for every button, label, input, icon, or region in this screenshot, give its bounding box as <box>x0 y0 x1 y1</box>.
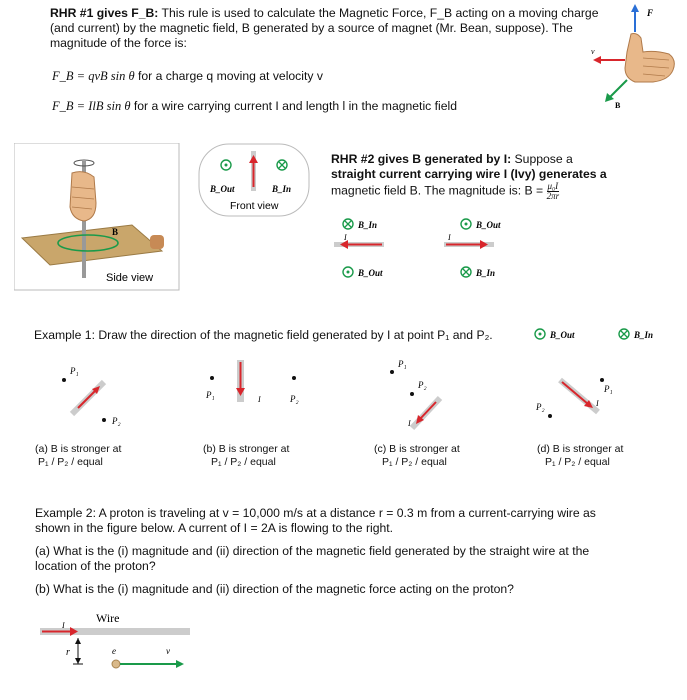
option-c-choices: P₁ / P₂ / equal <box>382 456 447 468</box>
ex2-i-label: I <box>62 621 65 630</box>
c-p2-dot <box>410 392 414 396</box>
rhr2-line3: magnetic field B. The magnitude is: B = <box>331 183 544 198</box>
option-d <box>537 443 623 469</box>
rhr2-bin-cross-2 <box>463 269 469 275</box>
rhr2-wire-diagram <box>330 212 530 287</box>
rhr1-eq1-line <box>52 69 323 84</box>
legend-bin-cross <box>621 331 627 337</box>
b-i-label: I <box>258 395 261 404</box>
example2-qb: (b) What is the (i) magnitude and (ii) direction of the magnetic force acting on the proton? <box>35 582 514 596</box>
rhr2-bin-label-2: B_In <box>476 268 496 278</box>
rhr1-text2: (and current) by the magnetic field, B generated by a source of magnet (Mr. Bean, suppose). The <box>50 21 573 35</box>
rhr2-bout-label-2: B_Out <box>476 220 501 230</box>
option-c <box>374 443 460 469</box>
rhr2-title: RHR #2 gives B generated by I: <box>331 152 512 166</box>
field-arrow <box>609 80 627 98</box>
side-hand <box>70 172 96 221</box>
c-p1-dot <box>390 370 394 374</box>
example2-question-a <box>35 544 675 574</box>
front-view-label: Front view <box>230 200 279 212</box>
option-a <box>35 443 121 469</box>
a-p2-dot <box>102 418 106 422</box>
rhr1-eq1: F_B = qvB sin θ <box>52 69 135 83</box>
rhr1-eq2-desc: for a wire carrying current I and length l in the magnetic field <box>130 99 457 113</box>
rhr2-current-right-head <box>480 240 488 249</box>
d-i-label: I <box>596 399 599 408</box>
rhr2-bout-label-1: B_Out <box>358 268 383 278</box>
side-view-label: Side view <box>106 272 154 284</box>
c-i-label: I <box>408 419 411 428</box>
hand-v-label: v <box>591 47 595 56</box>
legend-bout-dot <box>539 333 542 336</box>
rhr2-line1-rest: Suppose a <box>511 152 573 166</box>
v-label: v <box>166 646 170 656</box>
side-b-label: B <box>112 227 119 237</box>
front-bout-dot <box>225 164 228 167</box>
side-view-box <box>14 143 179 290</box>
hand-b-label: B <box>615 101 621 110</box>
rhr2-i-right: I <box>448 233 451 242</box>
rhr1-eq1-desc: for a charge q moving at velocity v <box>134 69 323 83</box>
rhr2-i-left: I <box>344 233 347 242</box>
d-p1-label: P₁ <box>604 384 613 394</box>
a-p1-label: P₁ <box>70 366 79 376</box>
force-arrowhead <box>631 4 639 12</box>
legend-bin-label: B_In <box>634 330 654 340</box>
wire-label: Wire <box>96 611 120 625</box>
rhr2-figure <box>14 143 324 293</box>
d-p1-dot <box>600 378 604 382</box>
rhr2-fraction-den: 2πr <box>546 191 560 201</box>
a-p2-label: P₂ <box>112 416 121 426</box>
example2-figure <box>38 608 198 698</box>
d-p2-dot <box>548 414 552 418</box>
rhr2-fraction-num: μ₀I <box>547 181 559 191</box>
example1-prompt <box>34 328 493 343</box>
e-label: e <box>112 646 116 656</box>
rhr1-paragraph <box>50 6 620 51</box>
rhr1-hand-figure <box>585 2 685 112</box>
d-current <box>562 382 588 404</box>
option-b-choices: P₁ / P₂ / equal <box>211 456 276 468</box>
option-a-label: (a) B is stronger at <box>35 443 122 455</box>
option-b-label: (b) B is stronger at <box>203 443 290 455</box>
proton <box>112 660 120 668</box>
d-p2-label: P₂ <box>536 402 545 412</box>
example1-diagrams <box>0 350 687 435</box>
example2-intro <box>35 506 675 536</box>
b-p1-label: P₁ <box>206 390 215 400</box>
rhr2-paragraph <box>331 152 631 201</box>
rhr1-title: RHR #1 gives F_B: <box>50 6 159 20</box>
hand-f-label: F <box>647 8 654 18</box>
b-p2-label: P₂ <box>290 394 299 404</box>
option-d-label: (d) B is stronger at <box>537 443 624 455</box>
velocity-arrowhead <box>593 56 601 64</box>
legend-bout-label: B_Out <box>550 330 575 340</box>
rhr2-bin-cross <box>345 221 351 227</box>
example1-legend <box>530 325 680 345</box>
example2-qa2: location of the proton? <box>35 559 156 573</box>
rhr2-bout-dot <box>347 271 350 274</box>
rhr2-bout-dot-2 <box>465 223 468 226</box>
example2-line2: shown in the figure below. A current of I = 2A is flowing to the right. <box>35 521 394 535</box>
front-bout-label: B_Out <box>210 184 235 194</box>
c-current <box>420 402 436 419</box>
c-p2-label: P₂ <box>418 380 427 390</box>
b-p1-dot <box>210 376 214 380</box>
a-current <box>78 390 96 408</box>
a-p1-dot <box>62 378 66 382</box>
option-a-choices: P₁ / P₂ / equal <box>38 456 103 468</box>
example2-line1: Example 2: A proton is traveling at v = 10,000 m/s at a distance r = 0.3 m from a current-carrying wire as <box>35 506 596 520</box>
rhr1-text3: magnitude of the force is: <box>50 36 187 50</box>
r-label: r <box>66 647 70 658</box>
example2-qa1: (a) What is the (i) magnitude and (ii) direction of the magnetic field generated by the straight wire at the <box>35 544 590 558</box>
example2-question-b <box>35 582 675 597</box>
option-c-label: (c) B is stronger at <box>374 443 460 455</box>
rhr1-eq2-line <box>52 99 457 114</box>
front-bin-label: B_In <box>272 184 292 194</box>
rhr1-eq2: F_B = IlB sin θ <box>52 99 131 113</box>
rhr2-fraction <box>547 182 560 201</box>
example1-prompt-text: Example 1: Draw the direction of the magnetic field generated by I at point P₁ and P₂. <box>34 328 493 342</box>
rhr2-bin-label-1: B_In <box>358 220 378 230</box>
option-d-choices: P₁ / P₂ / equal <box>545 456 610 468</box>
small-fist <box>150 235 164 249</box>
r-arrow-bottom <box>75 658 81 664</box>
rhr2-line2: straight current carrying wire I (Ivy) generates a <box>331 167 607 181</box>
b-p2-dot <box>292 376 296 380</box>
rhr1-text1: This rule is used to calculate the Magnetic Force, F_B acting on a moving charge <box>158 6 599 20</box>
c-p1-label: P₁ <box>398 359 407 369</box>
option-b <box>203 443 289 469</box>
r-arrow-top <box>75 638 81 644</box>
proton-velocity-head <box>176 660 184 668</box>
